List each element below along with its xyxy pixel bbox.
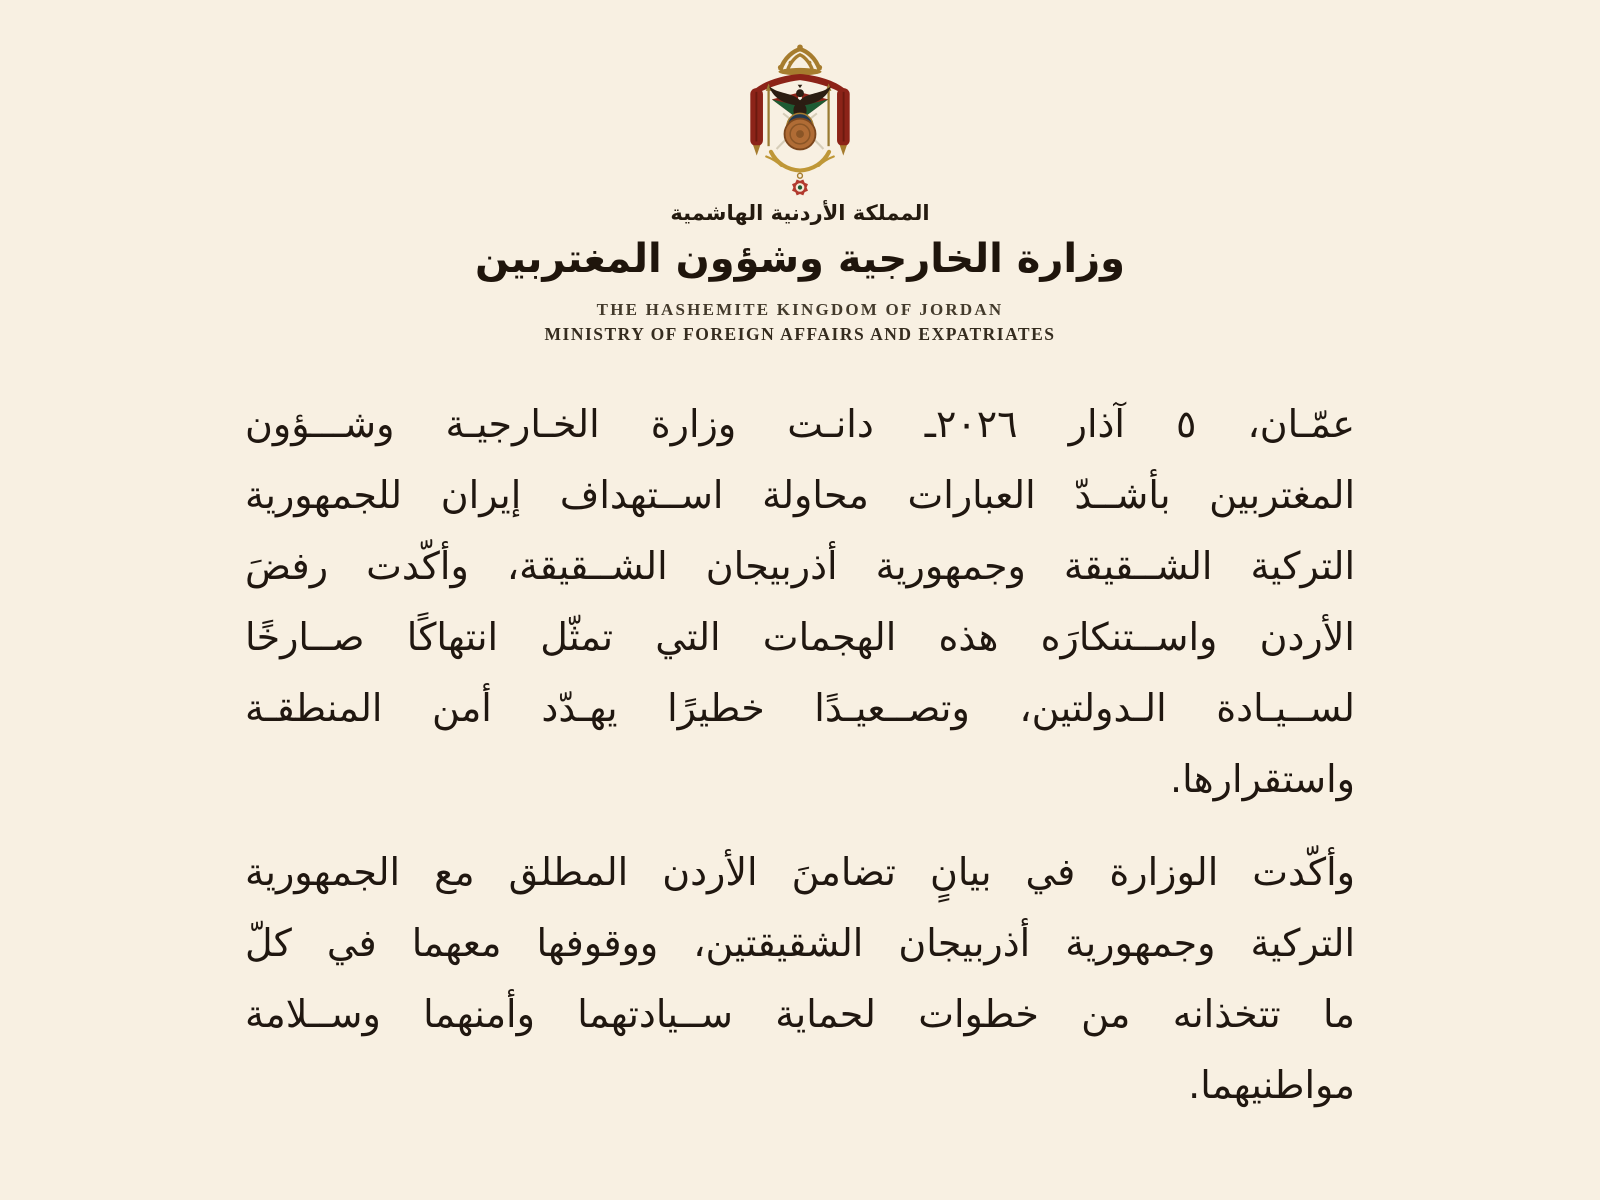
statement-line: وأكّدت الوزارة في بيانٍ تضامنَ الأردن المطلق مع الجمهورية: [245, 850, 1355, 894]
ministry-name-arabic-calligraphy: وزارة الخارجية وشؤون المغتربين: [475, 236, 1125, 282]
crown-icon: [778, 44, 822, 75]
order-star-icon: [792, 173, 808, 195]
statement-line: لســيـادة الـدولتين، وتصــعيـدًا خطيرًا يهـدّد أمن المنطقـة: [245, 686, 1355, 730]
statement-paragraph-2: [245, 837, 1355, 1121]
statement-line: ما تتخذانه من خطوات لحماية ســيادتهما وأمنهما وســلامة: [245, 992, 1355, 1036]
statement-line: مواطنيهما.: [1188, 1063, 1355, 1107]
wreath: [766, 152, 834, 171]
ministry-letterhead: [0, 0, 1600, 345]
statement-line: واستقرارها.: [1169, 757, 1355, 801]
statement-line: عمّـان، ٥ آذار ٢٠٢٦ـ دانـت وزارة الخـارجيـة وشـــؤون: [245, 402, 1356, 446]
jordan-coat-of-arms-icon: [725, 40, 875, 198]
statement-line: المغتربين بأشــدّ العبارات محاولة اســتهداف إيران للجمهورية: [245, 473, 1355, 517]
ministry-name-english: MINISTRY OF FOREIGN AFFAIRS AND EXPATRIATES: [544, 324, 1056, 344]
kingdom-name-arabic: المملكة الأردنية الهاشمية: [670, 201, 930, 225]
statement-paragraph-1: [245, 389, 1355, 815]
kingdom-name-english: THE HASHEMITE KINGDOM OF JORDAN: [596, 300, 1004, 319]
statement-line: الأردن واســتنكارَه هذه الهجمات التي تمثّل انتهاكًا صــارخًا: [245, 615, 1355, 659]
shield: [785, 119, 816, 150]
statement-line: التركية الشــقيقة وجمهورية أذربيجان الشــقيقة، وأكّدت رفضَ: [245, 544, 1355, 588]
statement-body: [245, 389, 1355, 1121]
statement-line: التركية وجمهورية أذربيجان الشقيقتين، ووقوفها معهما في كلّ: [245, 921, 1355, 965]
